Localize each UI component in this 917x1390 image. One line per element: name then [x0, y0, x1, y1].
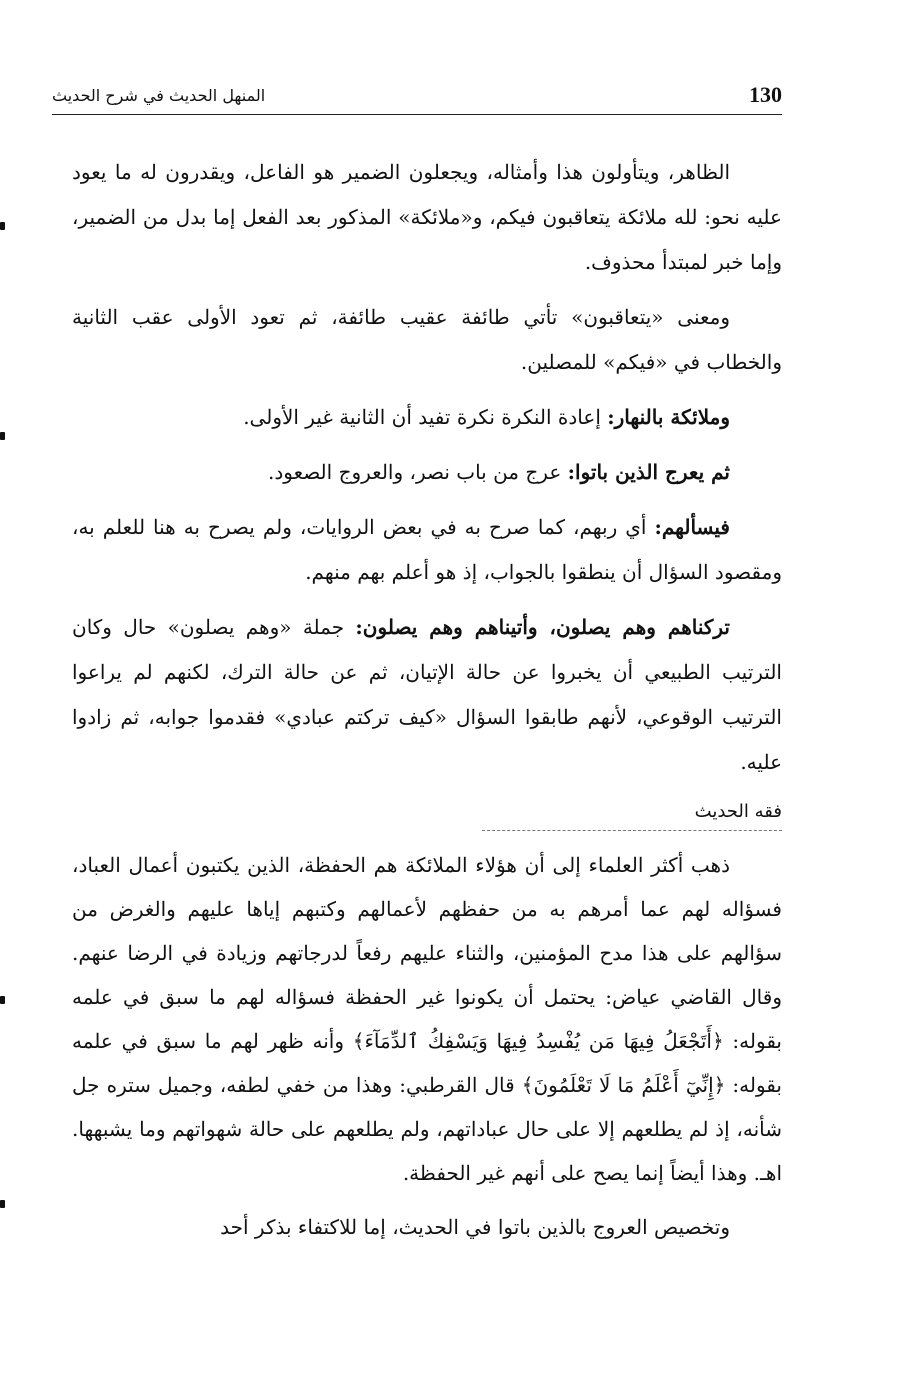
body-text-top	[72, 150, 782, 795]
paragraph-lead: وملائكة بالنهار:	[607, 405, 730, 429]
paragraph	[72, 605, 782, 785]
paragraph	[72, 395, 782, 440]
paragraph-lead: ثم يعرج الذين باتوا:	[567, 460, 730, 484]
paragraph-text: ومعنى «يتعاقبون» تأتي طائفة عقيب طائفة، ثم تعود الأولى عقب الثانية والخطاب في «فيكم» للمصلين.	[72, 305, 782, 374]
paragraph-text: الظاهر، ويتأولون هذا وأمثاله، ويجعلون الضمير هو الفاعل، ويقدرون له ما يعود عليه نحو: لله ملائكة يتعاقبون فيكم، و«ملائكة» المذكور بعد الفعل إما بدل من الضمير، وإما خبر لمبتدأ محذوف.	[72, 160, 782, 274]
paragraph	[72, 150, 782, 285]
margin-mark	[0, 996, 5, 1004]
paragraph-text: جملة «وهم يصلون» حال وكان الترتيب الطبيعي أن يخبروا عن حالة الإتيان، ثم عن حالة الترك، لكنهم لم يراعوا الترتيب الوقوعي، لأنهم طابقوا السؤال «كيف تركتم عبادي» فقدموا جوابه، ثم زادوا عليه.	[72, 615, 782, 774]
paragraph	[72, 450, 782, 495]
paragraph: وتخصيص العروج بالذين باتوا في الحديث، إما للاكتفاء بذكر أحد	[220, 1215, 730, 1239]
paragraph-lead: تركناهم وهم يصلون، وأتيناهم وهم يصلون:	[355, 615, 730, 639]
running-head: المنهل الحديث في شرح الحديث	[52, 86, 266, 105]
paragraph-lead: فيسألهم:	[654, 515, 730, 539]
section-heading: فقه الحديث	[482, 798, 782, 831]
margin-mark	[0, 222, 5, 230]
body-text-bottom	[72, 843, 782, 1259]
margin-mark	[0, 432, 5, 440]
paragraph-text: أي ربهم، كما صرح به في بعض الروايات، ولم يصرح به هنا للعلم به، ومقصود السؤال أن ينطقوا بالجواب، إذ هو أعلم بهم منهم.	[72, 515, 782, 584]
paragraph	[72, 295, 782, 385]
paragraph-text: إعادة النكرة نكرة تفيد أن الثانية غير الأولى.	[243, 405, 608, 429]
margin-mark	[0, 1200, 5, 1208]
paragraph	[72, 505, 782, 595]
paragraph: ذهب أكثر العلماء إلى أن هؤلاء الملائكة هم الحفظة، الذين يكتبون أعمال العباد، فسؤاله لهم عما أمرهم به من حفظهم لأعمالهم وكتبهم إياها عليهم والغرض من سؤالهم على هذا مدح المؤمنين، والثناء عليهم رفعاً لدرجاتهم وزيادة في الرضا عنهم. وقال القاضي عياض: يحتمل أن يكونوا غير الحفظة فسؤاله لهم ما سبق في علمه بقوله: ﴿أَتَجْعَلُ فِيهَا مَن يُفْسِدُ فِيهَا وَيَسْفِكُ ٱلدِّمَآءَ﴾ وأنه ظهر لهم ما سبق في علمه بقوله: ﴿إِنِّيٓ أَعْلَمُ مَا لَا تَعْلَمُونَ﴾ قال القرطبي: وهذا من خفي لطفه، وجميل ستره جل شأنه، إذ لم يطلعهم إلا على حال عباداتهم، ولم يطلعهم على حالة شهواتهم وما يشبهها. اهـ. وهذا أيضاً إنما يصح على أنهم غير الحفظة.	[72, 853, 782, 1185]
paragraph-text: عرج من باب نصر، والعروج الصعود.	[267, 460, 568, 484]
page-header	[52, 80, 782, 115]
page-number: 130	[749, 82, 782, 107]
